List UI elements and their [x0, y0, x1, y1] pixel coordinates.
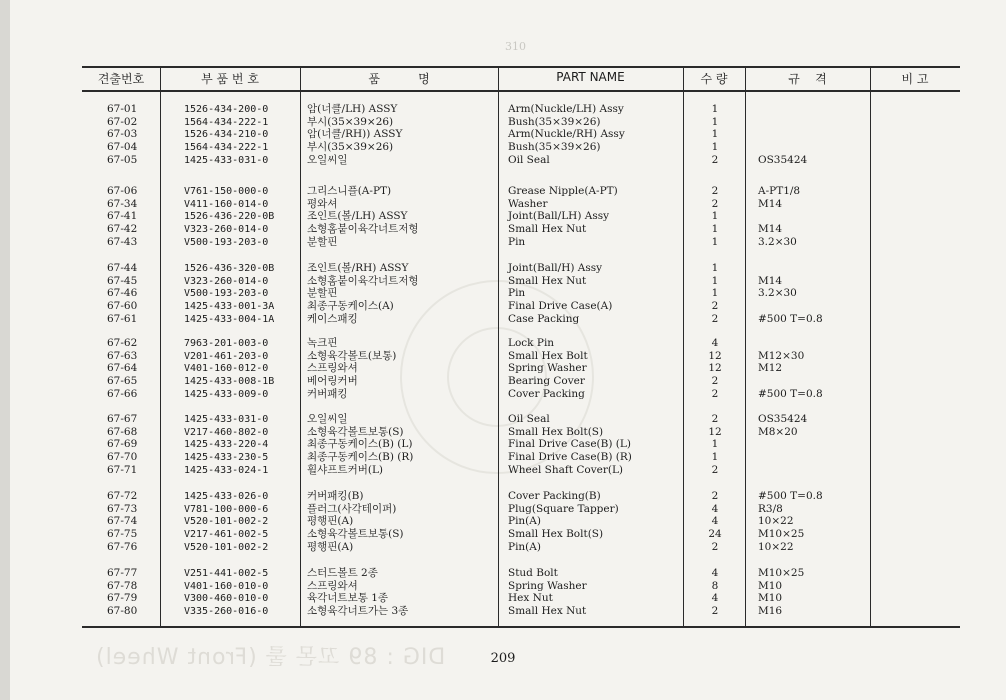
row-korean-name: 소형육각볼트(보통): [307, 349, 397, 362]
header-code: 견출번호: [97, 72, 145, 86]
row-spec: 3.2×30: [758, 287, 797, 300]
row-part-number: 7963-201-003-0: [184, 338, 269, 349]
row-part-name: Oil Seal: [508, 153, 550, 166]
row-part-number: V201-461-203-0: [184, 350, 269, 362]
row-korean-name: 평와셔: [307, 197, 338, 210]
row-korean-name: 육각너트보통 1종: [307, 592, 389, 605]
row-part-name: Small Hex Nut: [508, 223, 587, 236]
row-part-number: 1526-436-320-0B: [184, 263, 275, 274]
row-korean-name: 소형육각볼트보통(S): [307, 425, 404, 438]
row-code: 67-43: [107, 235, 138, 248]
row-spec: A-PT1/8: [758, 185, 801, 197]
row-spec: [758, 262, 868, 275]
row-part-number: V251-441-002-5: [184, 568, 269, 579]
row-code: 67-69: [107, 438, 138, 451]
row-quantity: 2: [711, 197, 719, 210]
row-part-number: 1425-433-031-0: [184, 414, 269, 425]
row-spec: M10×25: [758, 567, 805, 579]
row-korean-name: 스터드볼트 2종: [307, 567, 378, 579]
row-part-name: Pin: [508, 235, 526, 248]
row-quantity: 1: [711, 235, 719, 248]
row-part-number: V323-260-014-0: [184, 275, 269, 287]
row-quantity: 2: [711, 413, 719, 425]
row-korean-name: 케이스패킹: [307, 312, 358, 325]
row-code: 67-04: [107, 141, 138, 154]
row-part-name: Arm(Nuckle/LH) Assy: [508, 103, 624, 115]
row-part-name: Pin: [508, 287, 526, 300]
row-quantity: 4: [711, 502, 719, 515]
row-korean-name: 암(너클/RH)) ASSY: [307, 128, 403, 141]
row-part-name: Oil Seal: [508, 413, 550, 425]
row-code: 67-61: [107, 312, 138, 325]
row-part-number: V781-100-000-6: [184, 503, 269, 515]
row-spec: [758, 141, 868, 154]
row-korean-name: 커버패킹(B): [307, 490, 364, 502]
row-code: 67-62: [107, 337, 138, 349]
row-quantity: 1: [711, 274, 719, 287]
row-spec: [758, 116, 868, 129]
row-quantity: 2: [711, 312, 719, 325]
row-quantity: 1: [711, 103, 719, 115]
row-spec: R3/8: [758, 502, 783, 515]
row-part-number: V300-460-010-0: [184, 593, 269, 605]
header-bottom-border: [82, 90, 960, 92]
row-code: 67-02: [107, 115, 138, 128]
row-part-number: V217-461-002-5: [184, 529, 269, 541]
row-spec: [758, 375, 868, 388]
row-quantity: 4: [711, 337, 719, 349]
row-korean-name: 오일씨일: [307, 153, 348, 166]
row-part-name: Final Drive Case(A): [508, 300, 613, 313]
row-part-name: Final Drive Case(B) (R): [508, 451, 632, 464]
row-part-name: Small Hex Nut: [508, 605, 587, 618]
row-code: 67-01: [107, 103, 138, 115]
row-quantity: 4: [711, 592, 719, 605]
row-spec: M14: [758, 197, 783, 210]
row-spec: [758, 451, 868, 464]
row-korean-name: 스프링와셔: [307, 579, 358, 592]
row-quantity: 2: [711, 540, 719, 553]
row-spec: [758, 103, 868, 116]
row-part-number: V401-160-010-0: [184, 580, 269, 592]
row-part-number: V520-101-002-2: [184, 541, 269, 553]
row-part-number: V335-260-016-0: [184, 606, 269, 618]
row-code: 67-77: [107, 567, 138, 579]
table-bottom-border: [82, 626, 960, 628]
row-spec: 3.2×30: [758, 235, 797, 248]
row-code: 67-66: [107, 387, 138, 400]
row-part-name: Arm(Nuckle/RH) Assy: [508, 128, 625, 141]
row-spec: [758, 337, 868, 350]
row-part-number: 1425-433-004-1A: [184, 313, 275, 325]
row-quantity: 2: [711, 375, 719, 388]
header-part-name: PART NAME: [556, 70, 625, 84]
row-spec: [758, 464, 868, 477]
row-part-number: V411-160-014-0: [184, 198, 269, 210]
header-korean-name: 품 명: [368, 72, 430, 86]
row-spec: M12: [758, 362, 783, 375]
row-part-name: Pin(A): [508, 540, 541, 553]
page-edge-shadow: [0, 0, 10, 700]
row-part-number: V323-260-014-0: [184, 224, 269, 236]
row-part-number: V520-101-002-2: [184, 516, 269, 528]
row-part-number: V500-193-203-0: [184, 288, 269, 300]
row-quantity: 1: [711, 223, 719, 236]
row-spec: M8×20: [758, 425, 798, 438]
row-korean-name: 조인트(볼/RH) ASSY: [307, 262, 409, 274]
row-spec: 10×22: [758, 515, 794, 528]
row-spec: [758, 300, 868, 313]
header-quantity: 수 량: [700, 72, 728, 86]
row-part-number: V761-150-000-0: [184, 186, 269, 197]
row-part-name: Stud Bolt: [508, 567, 558, 579]
row-korean-name: 커버패킹: [307, 387, 348, 400]
row-quantity: 12: [708, 349, 722, 362]
row-code: 67-46: [107, 287, 138, 300]
row-korean-name: 휠샤프트커버(L): [307, 463, 384, 476]
row-korean-name: 분할핀: [307, 287, 338, 300]
row-korean-name: 최종구동케이스(B) (R): [307, 451, 414, 464]
row-part-name: Case Packing: [508, 312, 580, 325]
row-korean-name: 조인트(볼/LH) ASSY: [307, 210, 408, 223]
row-korean-name: 분할핀: [307, 235, 338, 248]
row-korean-name: 부시(35×39×26): [307, 141, 394, 154]
row-part-name: Hex Nut: [508, 592, 553, 605]
bleed-through-caption: DIG : 89 꼬몬 룰 (Front Wheel): [95, 645, 446, 670]
row-part-name: Bush(35×39×26): [508, 141, 601, 154]
row-spec: [758, 438, 868, 451]
column-divider: [498, 66, 499, 626]
row-korean-name: 오일씨일: [307, 413, 348, 425]
row-code: 67-60: [107, 300, 138, 313]
row-code: 67-71: [107, 463, 138, 476]
row-quantity: 8: [711, 579, 719, 592]
page-number: 209: [490, 651, 516, 666]
header-spec: 규 격: [788, 72, 827, 86]
row-korean-name: 소형홈붙이육각너트저형: [307, 274, 419, 287]
row-quantity: 1: [711, 438, 719, 451]
row-code: 67-42: [107, 223, 138, 236]
row-code: 67-05: [107, 153, 138, 166]
row-part-name: Cover Packing(B): [508, 490, 601, 502]
row-part-name: Pin(A): [508, 515, 541, 528]
row-quantity: 12: [708, 362, 722, 375]
row-code: 67-06: [107, 185, 138, 197]
bleed-through-page-number: 310: [505, 40, 526, 53]
row-part-number: V500-193-203-0: [184, 236, 269, 248]
row-korean-name: 소형육각너트가는 3종: [307, 605, 409, 618]
row-part-name: Washer: [508, 197, 548, 210]
row-quantity: 1: [711, 287, 719, 300]
row-part-name: Final Drive Case(B) (L): [508, 438, 631, 451]
row-part-number: 1425-433-009-0: [184, 388, 269, 400]
row-code: 67-63: [107, 349, 138, 362]
row-spec: M14: [758, 274, 783, 287]
row-quantity: 1: [711, 115, 719, 128]
row-quantity: 4: [711, 567, 719, 579]
row-korean-name: 녹크핀: [307, 337, 338, 349]
row-part-number: 1425-433-230-5: [184, 452, 269, 464]
row-code: 67-74: [107, 515, 138, 528]
row-spec: #500 T=0.8: [758, 312, 823, 325]
row-part-name: Joint(Ball/LH) Assy: [508, 210, 610, 223]
row-part-number: 1564-434-222-1: [184, 116, 269, 128]
row-code: 67-72: [107, 490, 138, 502]
row-code: 67-70: [107, 451, 138, 464]
row-part-number: 1564-434-222-1: [184, 142, 269, 154]
row-part-name: Bearing Cover: [508, 375, 585, 388]
row-quantity: 12: [708, 425, 722, 438]
row-code: 67-73: [107, 502, 138, 515]
row-spec: M10: [758, 592, 783, 605]
row-spec: OS35424: [758, 413, 808, 425]
row-korean-name: 평행핀(A): [307, 515, 354, 528]
column-divider: [745, 66, 746, 626]
row-part-name: Spring Washer: [508, 362, 587, 375]
column-divider: [870, 66, 871, 626]
row-part-name: Spring Washer: [508, 579, 587, 592]
row-part-number: 1425-433-220-4: [184, 439, 269, 451]
row-korean-name: 평행핀(A): [307, 540, 354, 553]
row-part-name: Wheel Shaft Cover(L): [508, 463, 624, 476]
row-quantity: 2: [711, 463, 719, 476]
row-quantity: 2: [711, 300, 719, 313]
row-part-name: Lock Pin: [508, 337, 555, 349]
row-quantity: 2: [711, 605, 719, 618]
row-spec: [758, 210, 868, 223]
row-spec: M10: [758, 579, 783, 592]
column-divider: [300, 66, 301, 626]
row-code: 67-78: [107, 579, 138, 592]
row-part-number: 1526-434-210-0: [184, 129, 269, 141]
row-quantity: 2: [711, 490, 719, 502]
row-code: 67-45: [107, 274, 138, 287]
table-top-border: [82, 66, 960, 68]
row-code: 67-03: [107, 128, 138, 141]
row-part-number: 1425-433-008-1B: [184, 376, 275, 388]
row-korean-name: 소형육각볼트보통(S): [307, 528, 404, 541]
row-part-name: Joint(Ball/H) Assy: [508, 262, 603, 274]
header-note: 비 고: [901, 72, 929, 86]
row-quantity: 1: [711, 141, 719, 154]
header-part-number: 부 품 번 호: [201, 72, 259, 86]
row-part-name: Grease Nipple(A-PT): [508, 185, 618, 197]
row-quantity: 4: [711, 515, 719, 528]
row-korean-name: 베어링커버: [307, 375, 358, 388]
row-part-number: 1425-433-026-0: [184, 491, 269, 502]
row-part-name: Plug(Square Tapper): [508, 502, 619, 515]
row-part-number: 1425-433-024-1: [184, 464, 269, 476]
row-code: 67-75: [107, 528, 138, 541]
row-code: 67-80: [107, 605, 138, 618]
row-quantity: 1: [711, 451, 719, 464]
row-code: 67-65: [107, 375, 138, 388]
row-part-name: Bush(35×39×26): [508, 115, 601, 128]
row-code: 67-79: [107, 592, 138, 605]
row-spec: OS35424: [758, 153, 808, 166]
row-part-name: Cover Packing: [508, 387, 585, 400]
row-quantity: 1: [711, 210, 719, 223]
row-korean-name: 스프링와셔: [307, 362, 358, 375]
row-spec: M16: [758, 605, 783, 618]
row-quantity: 1: [711, 128, 719, 141]
row-part-name: Small Hex Bolt(S): [508, 425, 604, 438]
row-code: 67-41: [107, 210, 138, 223]
row-part-name: Small Hex Bolt(S): [508, 528, 604, 541]
row-quantity: 2: [711, 153, 719, 166]
row-korean-name: 부시(35×39×26): [307, 115, 394, 128]
row-part-name: Small Hex Bolt: [508, 349, 588, 362]
row-korean-name: 플러그(사각테이퍼): [307, 502, 397, 515]
row-quantity: 2: [711, 185, 719, 197]
row-spec: 10×22: [758, 540, 794, 553]
row-quantity: 2: [711, 387, 719, 400]
row-code: 67-64: [107, 362, 138, 375]
row-part-number: 1425-433-001-3A: [184, 301, 275, 313]
row-spec: M14: [758, 223, 783, 236]
row-spec: M12×30: [758, 349, 805, 362]
row-code: 67-68: [107, 425, 138, 438]
row-korean-name: 최종구동케이스(A): [307, 300, 394, 313]
row-code: 67-67: [107, 413, 138, 425]
row-code: 67-44: [107, 262, 138, 274]
row-code: 67-34: [107, 197, 138, 210]
row-quantity: 24: [708, 528, 722, 541]
row-part-number: 1526-434-200-0: [184, 104, 269, 115]
row-code: 67-76: [107, 540, 138, 553]
row-part-name: Small Hex Nut: [508, 274, 587, 287]
row-spec: #500 T=0.8: [758, 387, 823, 400]
row-korean-name: 소형홈붙이육각너트저형: [307, 223, 419, 236]
row-korean-name: 암(너클/LH) ASSY: [307, 103, 398, 115]
row-part-number: 1526-436-220-0B: [184, 211, 275, 223]
row-quantity: 1: [711, 262, 719, 274]
row-spec: M10×25: [758, 528, 805, 541]
row-part-number: V217-460-802-0: [184, 426, 269, 438]
row-spec: [758, 128, 868, 141]
row-korean-name: 최종구동케이스(B) (L): [307, 438, 413, 451]
row-spec: #500 T=0.8: [758, 490, 823, 502]
row-part-number: V401-160-012-0: [184, 363, 269, 375]
row-korean-name: 그리스니플(A-PT): [307, 185, 392, 197]
row-part-number: 1425-433-031-0: [184, 154, 269, 166]
